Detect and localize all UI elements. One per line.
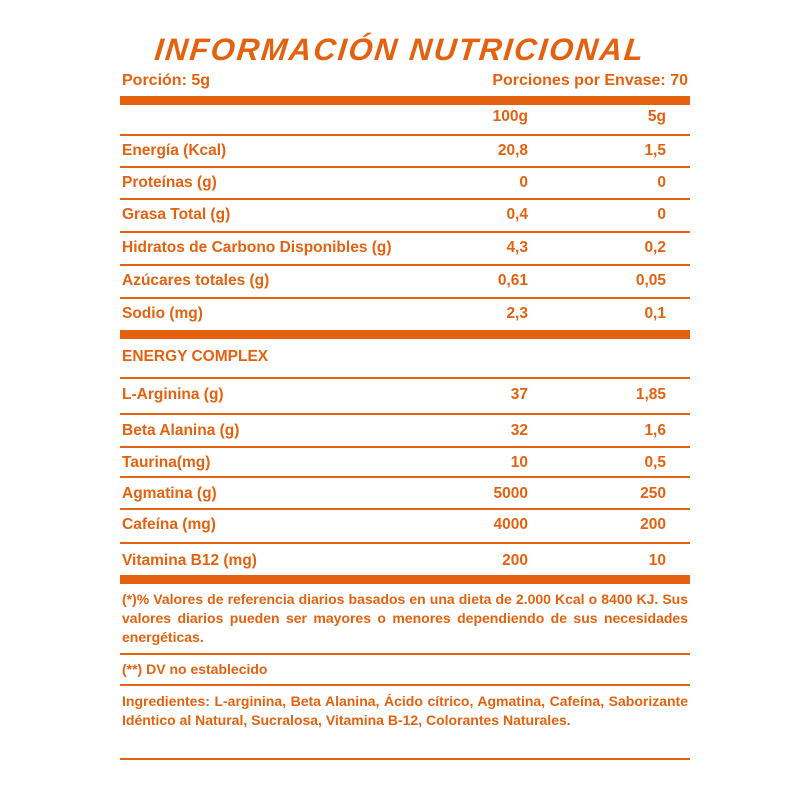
ingredient-name: L-Arginina (g) bbox=[122, 386, 224, 403]
value-100g: 4000 bbox=[493, 516, 528, 533]
value-5g: 1,5 bbox=[644, 142, 666, 159]
value-5g: 1,85 bbox=[635, 386, 666, 403]
value-5g: 10 bbox=[648, 552, 666, 569]
serving-info bbox=[120, 72, 690, 94]
divider bbox=[120, 166, 690, 168]
value-5g: 0,1 bbox=[644, 305, 666, 322]
complex-row bbox=[120, 420, 690, 444]
complex-row bbox=[120, 452, 690, 476]
ingredient-name: Vitamina B12 (mg) bbox=[122, 552, 257, 569]
nutrient-row bbox=[120, 140, 690, 164]
value-100g: 32 bbox=[510, 422, 528, 439]
value-100g: 2,3 bbox=[506, 305, 528, 322]
value-100g: 200 bbox=[502, 552, 528, 569]
nutrient-row bbox=[120, 270, 690, 294]
value-100g: 37 bbox=[510, 386, 528, 403]
complex-row bbox=[120, 550, 690, 574]
value-5g: 0 bbox=[657, 206, 666, 223]
divider bbox=[120, 684, 690, 686]
column-header-row bbox=[120, 106, 690, 130]
divider bbox=[120, 758, 690, 760]
value-100g: 0 bbox=[519, 174, 528, 191]
nutrient-row bbox=[120, 237, 690, 261]
value-5g: 1,6 bbox=[644, 422, 666, 439]
divider bbox=[120, 413, 690, 415]
value-100g: 5000 bbox=[493, 485, 528, 502]
value-100g: 10 bbox=[510, 454, 528, 471]
divider bbox=[120, 231, 690, 233]
divider bbox=[120, 653, 690, 655]
value-100g: 0,4 bbox=[506, 206, 528, 223]
divider bbox=[120, 377, 690, 379]
nutrient-name: Hidratos de Carbono Disponibles (g) bbox=[122, 239, 392, 256]
complex-row bbox=[120, 384, 690, 408]
divider bbox=[120, 264, 690, 266]
column-header-5g: 5g bbox=[647, 108, 666, 125]
ingredient-name: Taurina(mg) bbox=[122, 454, 211, 471]
label-title: INFORMACIÓN NUTRICIONAL bbox=[153, 32, 648, 67]
divider bbox=[120, 198, 690, 200]
value-5g: 250 bbox=[640, 485, 666, 502]
divider-thick bbox=[120, 330, 690, 339]
value-100g: 0,61 bbox=[497, 272, 528, 289]
value-5g: 0,05 bbox=[635, 272, 666, 289]
column-header-100g: 100g bbox=[492, 108, 528, 125]
serving-size: Porción: 5g bbox=[122, 72, 211, 89]
nutrient-name: Azúcares totales (g) bbox=[122, 272, 270, 289]
divider bbox=[120, 508, 690, 510]
energy-complex-heading: ENERGY COMPLEX bbox=[122, 348, 269, 365]
divider bbox=[120, 476, 690, 478]
footnote-dv: (**) DV no establecido bbox=[122, 661, 268, 677]
value-5g: 0 bbox=[657, 174, 666, 191]
ingredient-name: Beta Alanina (g) bbox=[122, 422, 240, 439]
divider-thick bbox=[120, 96, 690, 105]
nutrient-name: Grasa Total (g) bbox=[122, 206, 231, 223]
ingredient-name: Cafeína (mg) bbox=[122, 516, 216, 533]
servings-per-container: Porciones por Envase: 70 bbox=[492, 72, 688, 89]
value-5g: 0,2 bbox=[644, 239, 666, 256]
nutrient-name: Sodio (mg) bbox=[122, 305, 203, 322]
nutrient-name: Proteínas (g) bbox=[122, 174, 217, 191]
divider-thick bbox=[120, 575, 690, 584]
divider bbox=[120, 446, 690, 448]
complex-row bbox=[120, 483, 690, 507]
ingredient-name: Agmatina (g) bbox=[122, 485, 217, 502]
nutrient-row bbox=[120, 172, 690, 196]
footnote-daily-values: (*)% Valores de referencia diarios basados en una dieta de 2.000 Kcal o 8400 KJ. Sus valores diarios pueden ser mayores o menores dependiendo de sus necesidades energéticas. bbox=[122, 591, 688, 645]
value-100g: 4,3 bbox=[506, 239, 528, 256]
ingredients-list: Ingredientes: L-arginina, Beta Alanina, Ácido cítrico, Agmatina, Cafeína, Saborizante Idéntico al Natural, Sucralosa, Vitamina B-12, Colorantes Naturales. bbox=[122, 693, 688, 728]
divider bbox=[120, 542, 690, 544]
value-100g: 20,8 bbox=[497, 142, 528, 159]
nutrient-row bbox=[120, 303, 690, 327]
complex-row bbox=[120, 514, 690, 538]
value-5g: 0,5 bbox=[644, 454, 666, 471]
value-5g: 200 bbox=[640, 516, 666, 533]
divider bbox=[120, 134, 690, 136]
nutrient-name: Energía (Kcal) bbox=[122, 142, 227, 159]
divider bbox=[120, 297, 690, 299]
nutrient-row bbox=[120, 204, 690, 228]
